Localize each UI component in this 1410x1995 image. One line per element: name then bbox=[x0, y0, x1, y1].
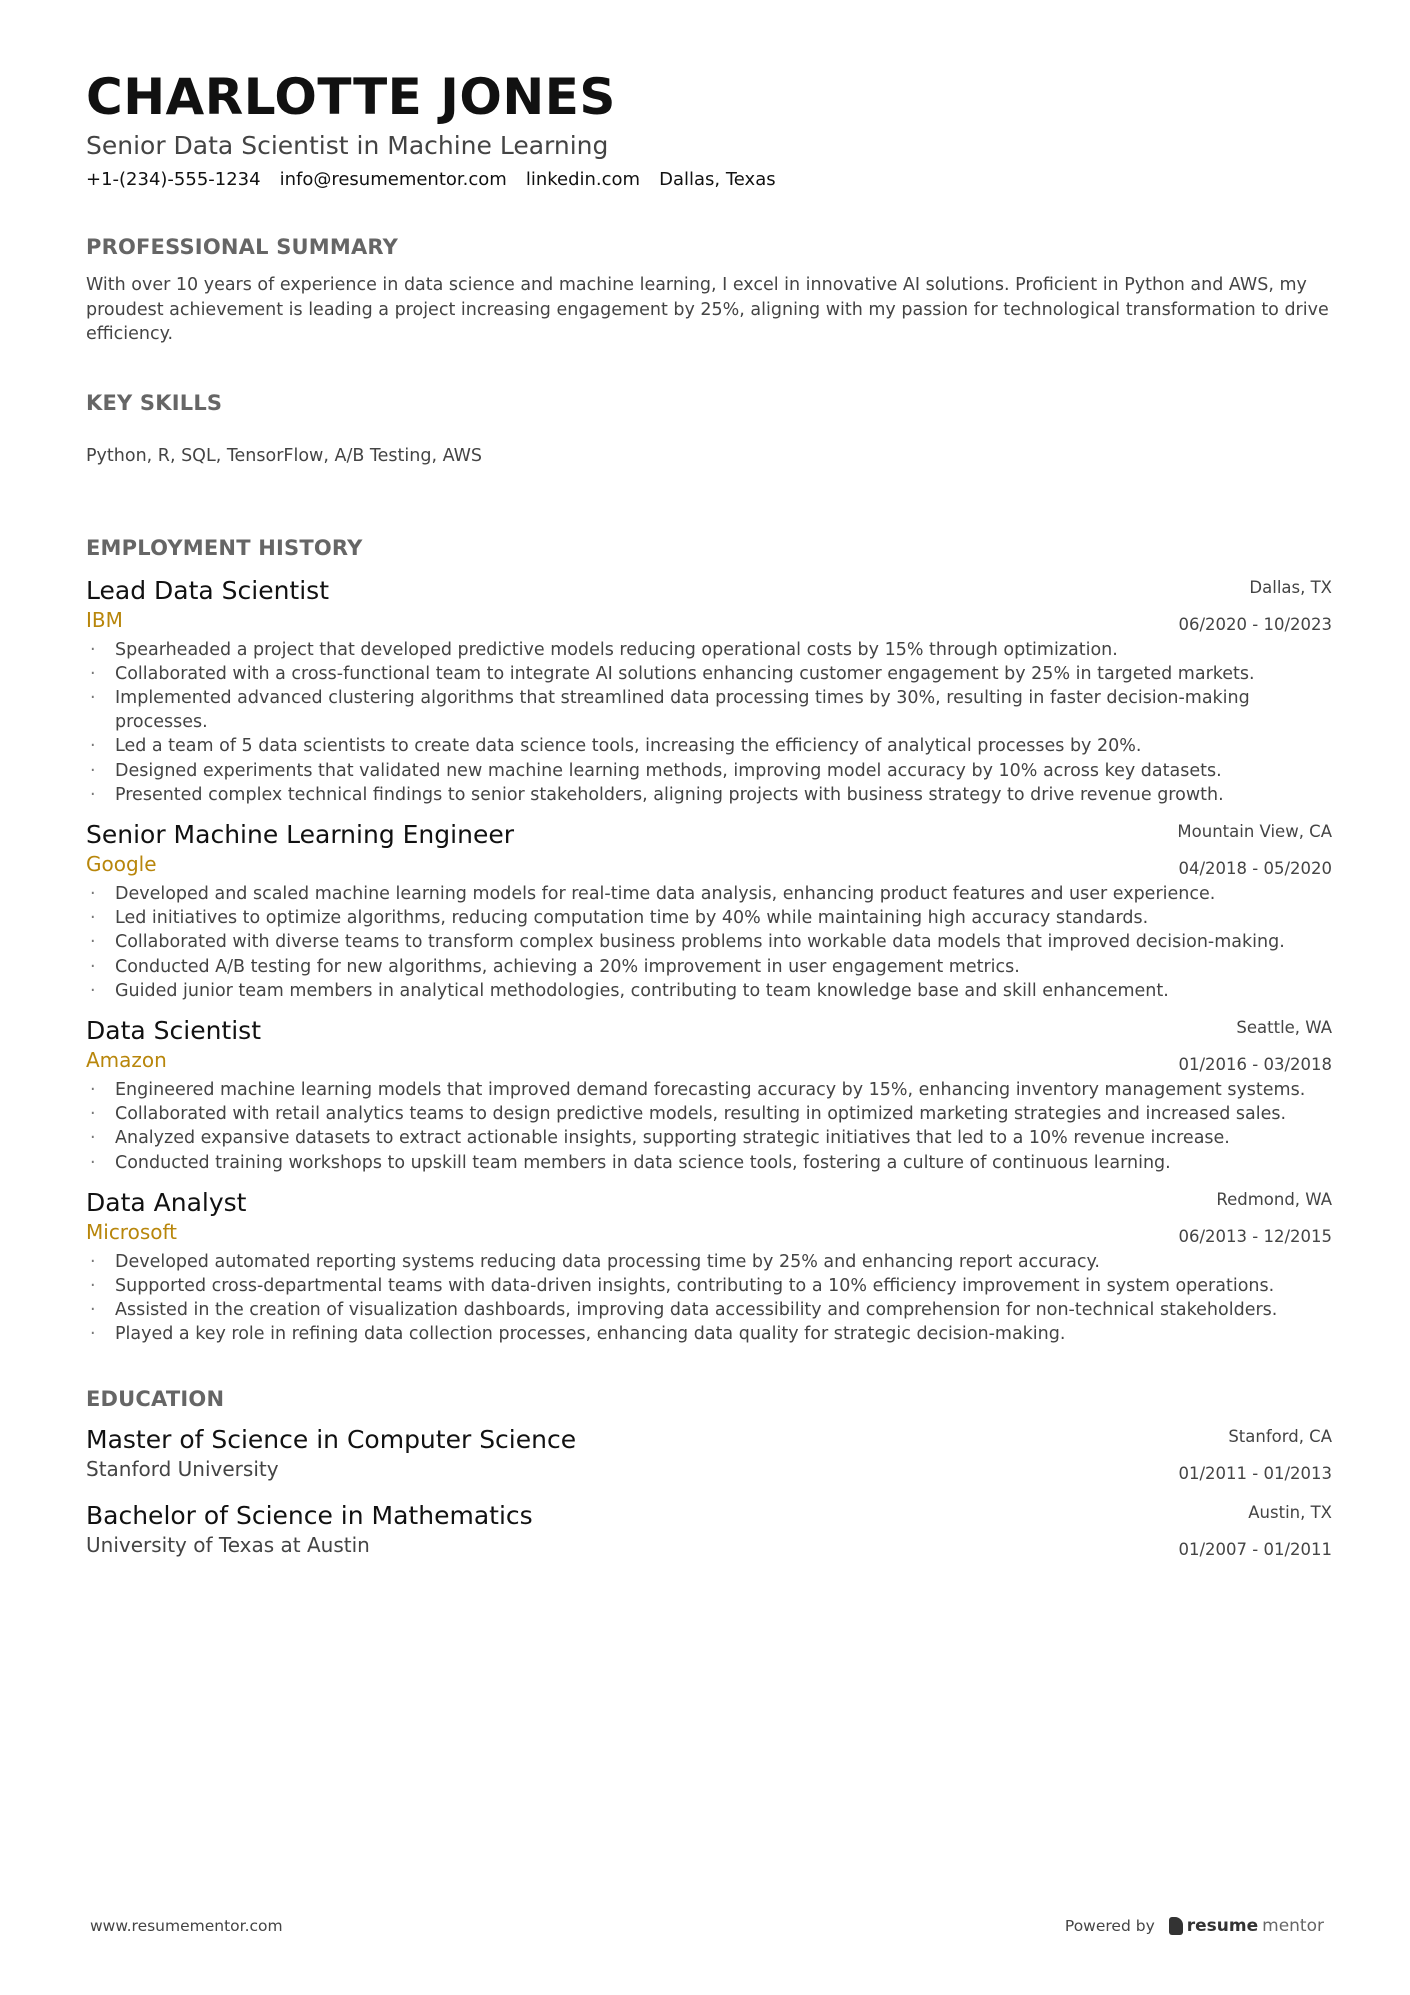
bullet-item: · Collaborated with retail analytics teams to design predictive models, resulting in optimized marketing strategies and increased sales. bbox=[86, 1102, 1332, 1126]
resume-page bbox=[86, 70, 1332, 1559]
job-company: IBM bbox=[86, 607, 123, 632]
job-role: Senior Machine Learning Engineer bbox=[86, 819, 514, 849]
contact-info bbox=[86, 169, 1332, 190]
job-company: Amazon bbox=[86, 1047, 167, 1072]
job-dates: 06/2020 - 10/2023 bbox=[1178, 614, 1332, 634]
bullet-item: · Led a team of 5 data scientists to create data science tools, increasing the efficiency of analytical processes by 20%. bbox=[86, 734, 1332, 758]
job-entry bbox=[86, 576, 1332, 807]
school-location: Austin, TX bbox=[1248, 1502, 1332, 1522]
summary-text: With over 10 years of experience in data science and machine learning, I excel in innovative AI solutions. Proficient in Python and AWS, my proudest achievement is leading a project increasing engagement by 25%, aligning with my passion for technological transformation to drive efficiency. bbox=[86, 275, 1329, 344]
bullet-item: · Supported cross-departmental teams with data-driven insights, contributing to a 10% efficiency improvement in system operations. bbox=[86, 1274, 1332, 1298]
bullet-item: · Spearheaded a project that developed predictive models reducing operational costs by 15% through optimization. bbox=[86, 638, 1332, 662]
job-location: Mountain View, CA bbox=[1177, 821, 1332, 841]
powered-by-brand bbox=[1065, 1916, 1324, 1936]
bullet-item: · Analyzed expansive datasets to extract actionable insights, supporting strategic initiatives that led to a 10% revenue increase. bbox=[86, 1126, 1332, 1150]
job-bullets bbox=[86, 1250, 1332, 1347]
bullet-item: · Collaborated with diverse teams to transform complex business problems into workable data models that improved decision-making. bbox=[86, 930, 1332, 954]
job-location: Redmond, WA bbox=[1216, 1189, 1332, 1209]
bullet-item: · Presented complex technical findings to senior stakeholders, aligning projects with business strategy to drive revenue growth. bbox=[86, 783, 1332, 807]
job-location: Dallas, TX bbox=[1249, 577, 1332, 597]
school-name: Stanford University bbox=[86, 1456, 279, 1481]
bullet-item: · Developed and scaled machine learning models for real-time data analysis, enhancing product features and user experience. bbox=[86, 882, 1332, 906]
candidate-name: CHARLOTTE JONES bbox=[86, 68, 616, 126]
skills-heading: KEY SKILLS bbox=[86, 390, 223, 415]
bullet-item: · Engineered machine learning models that improved demand forecasting accuracy by 15%, enhancing inventory management systems. bbox=[86, 1078, 1332, 1102]
linkedin-link[interactable]: linkedin.com bbox=[525, 169, 641, 190]
job-company: Google bbox=[86, 851, 157, 876]
brand-name-light: mentor bbox=[1262, 1916, 1324, 1936]
bullet-item: · Collaborated with a cross-functional team to integrate AI solutions enhancing customer engagement by 25% in targeted markets. bbox=[86, 662, 1332, 686]
bullet-item: · Assisted in the creation of visualization dashboards, improving data accessibility and comprehension for non-technical stakeholders. bbox=[86, 1298, 1332, 1322]
resumementor-logo-icon bbox=[1169, 1917, 1183, 1935]
employment-heading: EMPLOYMENT HISTORY bbox=[86, 535, 363, 560]
job-company: Microsoft bbox=[86, 1219, 178, 1244]
education-heading: EDUCATION bbox=[86, 1386, 225, 1411]
skills-text: Python, R, SQL, TensorFlow, A/B Testing, AWS bbox=[86, 445, 483, 466]
bullet-item: · Played a key role in refining data collection processes, enhancing data quality for strategic decision-making. bbox=[86, 1322, 1332, 1346]
bullet-item: · Designed experiments that validated new machine learning methods, improving model accuracy by 10% across key datasets. bbox=[86, 759, 1332, 783]
school-location: Stanford, CA bbox=[1228, 1426, 1332, 1446]
job-entry bbox=[86, 1188, 1332, 1347]
summary-heading: PROFESSIONAL SUMMARY bbox=[86, 235, 399, 259]
website-link[interactable]: www.resumementor.com bbox=[90, 1917, 283, 1935]
job-bullets bbox=[86, 638, 1332, 807]
bullet-item: · Guided junior team members in analytical methodologies, contributing to team knowledge base and skill enhancement. bbox=[86, 979, 1332, 1003]
job-role: Data Scientist bbox=[86, 1015, 261, 1045]
brand-logo[interactable] bbox=[1169, 1916, 1324, 1936]
phone-number: +1-(234)-555-1234 bbox=[86, 169, 261, 190]
school-name: University of Texas at Austin bbox=[86, 1532, 370, 1557]
job-location: Seattle, WA bbox=[1236, 1017, 1332, 1037]
job-dates: 01/2016 - 03/2018 bbox=[1178, 1054, 1332, 1074]
job-dates: 04/2018 - 05/2020 bbox=[1178, 858, 1332, 878]
education-entry bbox=[86, 1425, 1332, 1483]
education-dates: 01/2007 - 01/2011 bbox=[1178, 1539, 1332, 1559]
degree-title: Master of Science in Computer Science bbox=[86, 1424, 577, 1454]
job-bullets bbox=[86, 1078, 1332, 1175]
job-headline: Senior Data Scientist in Machine Learning bbox=[86, 131, 609, 160]
bullet-item: · Led initiatives to optimize algorithms, reducing computation time by 40% while maintaining high accuracy standards. bbox=[86, 906, 1332, 930]
powered-by-label: Powered by bbox=[1064, 1917, 1155, 1935]
job-role: Data Analyst bbox=[86, 1187, 247, 1217]
education-entry bbox=[86, 1501, 1332, 1559]
job-bullets bbox=[86, 882, 1332, 1003]
job-role: Lead Data Scientist bbox=[86, 575, 330, 605]
location-text: Dallas, Texas bbox=[659, 169, 776, 190]
page-footer bbox=[90, 1916, 1324, 1936]
degree-title: Bachelor of Science in Mathematics bbox=[86, 1500, 533, 1530]
bullet-item: · Conducted A/B testing for new algorithms, achieving a 20% improvement in user engagement metrics. bbox=[86, 955, 1332, 979]
brand-name-bold: resume bbox=[1186, 1916, 1259, 1936]
job-dates: 06/2013 - 12/2015 bbox=[1178, 1226, 1332, 1246]
job-entry bbox=[86, 1016, 1332, 1175]
bullet-item: · Conducted training workshops to upskill team members in data science tools, fostering a culture of continuous learning. bbox=[86, 1151, 1332, 1175]
bullet-item: · Developed automated reporting systems reducing data processing time by 25% and enhancing report accuracy. bbox=[86, 1250, 1332, 1274]
bullet-item: · Implemented advanced clustering algorithms that streamlined data processing times by 30%, resulting in faster decision-making processes. bbox=[86, 686, 1332, 734]
email-address: info@resumementor.com bbox=[279, 169, 507, 190]
education-dates: 01/2011 - 01/2013 bbox=[1178, 1463, 1332, 1483]
job-entry bbox=[86, 820, 1332, 1003]
